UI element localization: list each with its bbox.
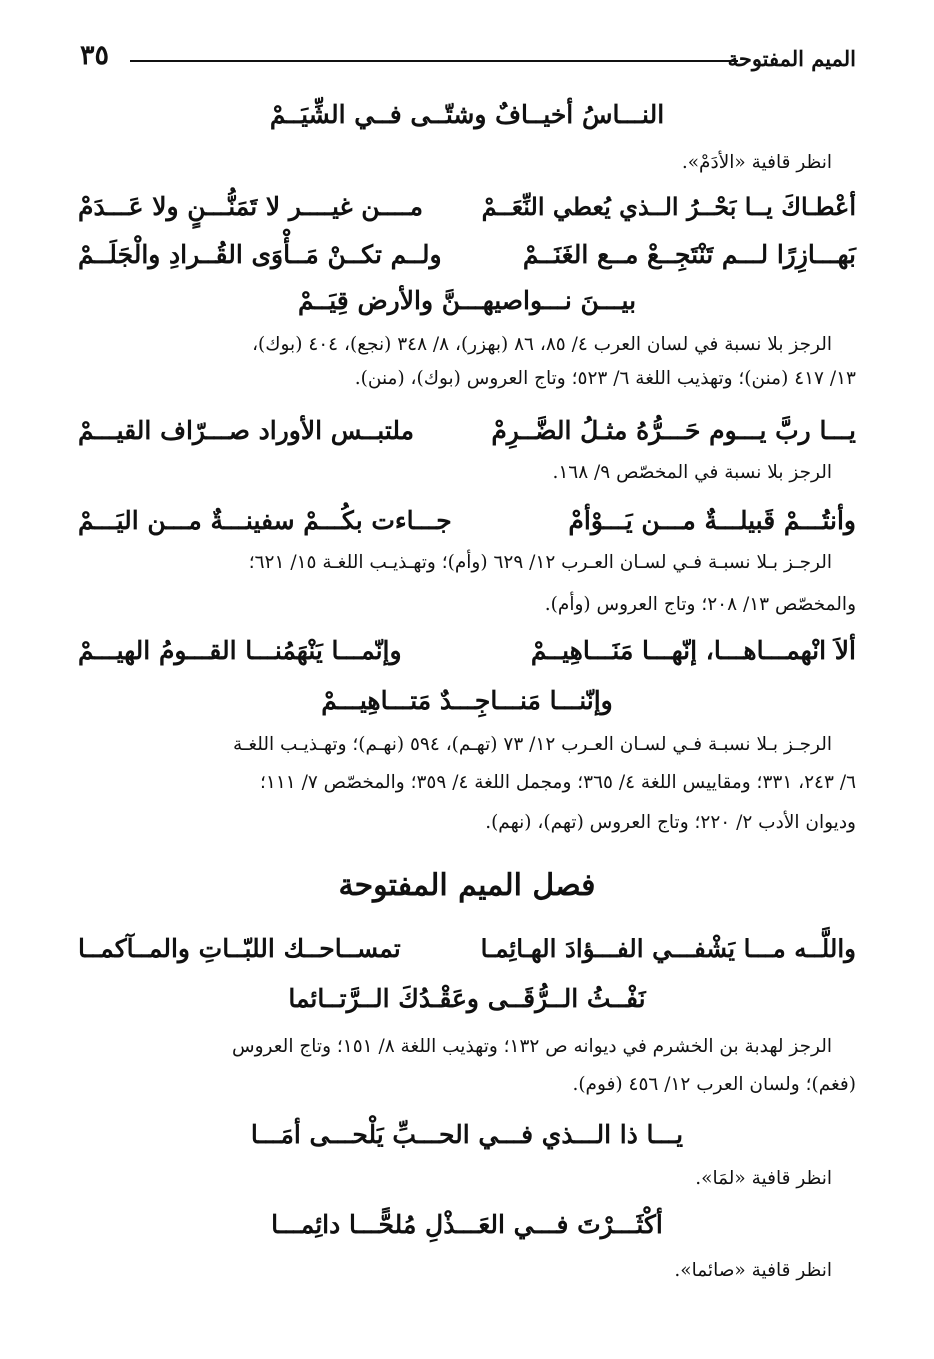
verse-line	[78, 192, 856, 232]
source-note-text: الرجز بلا نسبة في المخصّص ٩/ ١٦٨.	[552, 462, 832, 483]
verse-first-hemistich: واللَّــه مـــا يَشْفـــي الفـــؤادَ الهـائِمـا	[480, 934, 856, 963]
verse-second-hemistich: تمســاحــك اللبّــاتِ والمــآكمــا	[78, 934, 401, 963]
source-note-line	[78, 734, 856, 764]
source-note-text: الرجز لهدبة بن الخشرم في ديوانه ص ١٣٢؛ وتهذيب اللغة ٨/ ١٥١؛ وتاج العروس	[232, 1036, 832, 1057]
verse-line	[78, 240, 856, 280]
verse-second-hemistich: وإنّمـــا يَنْهَمُنـــا القـــومُ الهيـــمْ	[78, 636, 402, 665]
verse-line	[78, 416, 856, 456]
source-note-line	[78, 552, 856, 582]
source-note-text: ٦/ ٢٤٣، ٣٣١؛ ومقاييس اللغة ٤/ ٣٦٥؛ ومجمل اللغة ٤/ ٣٥٩؛ والمخصّص ٧/ ١١١؛	[260, 772, 856, 793]
verse-line-centered	[78, 286, 856, 326]
source-note-line	[78, 334, 856, 364]
running-header	[78, 40, 856, 76]
source-note-text: الرجـز بـلا نسبـة فـي لسـان العـرب ١٢/ ٦٢٩ (وأم)؛ وتهـذيـب اللغـة ١٥/ ٦٢١؛	[248, 552, 832, 573]
verse-line	[78, 934, 856, 974]
source-note-line	[78, 462, 856, 492]
source-note-line	[78, 1036, 856, 1066]
header-rule	[130, 60, 738, 62]
verse-second-hemistich: ملتبــس الأوراد صـــرّاف القيـــمْ	[78, 416, 415, 445]
source-note-line	[78, 812, 856, 842]
verse-text: وإنّنـــا مَنـــاجِـــدٌ مَتـــاهِيـــمْ	[321, 686, 613, 715]
source-note-line	[78, 772, 856, 802]
verse-line-centered	[78, 686, 856, 726]
source-note-line	[78, 1074, 856, 1104]
verse-second-hemistich: مــــن غيــــر لا تَمَنُّـــنٍ ولا عَـــدَمْ	[78, 192, 423, 221]
running-title: الميم المفتوحة	[727, 46, 856, 71]
source-note-line	[78, 368, 856, 398]
verse-text: بيـــنَ نـــواصيهـــنَّ والأرض قِيَــمْ	[297, 286, 637, 315]
verse-line	[78, 636, 856, 676]
source-note-text: (فغم)؛ ولسان العرب ١٢/ ٤٥٦ (فوم).	[572, 1074, 856, 1095]
source-note-text: انظر قافية «لمَا».	[695, 1168, 832, 1189]
verse-line-centered	[78, 100, 856, 140]
source-note-text: الرجز بلا نسبة في لسان العرب ٤/ ٨٥، ٨٦ (بهزر)، ٨/ ٣٤٨ (نجع)، ٤٠٤ (بوك)،	[252, 334, 832, 355]
source-note-line	[78, 152, 856, 182]
verse-first-hemistich: بَهـــازِرًا لـــم تَنْتَجِــعْ مــع الغَنَــمْ	[522, 240, 856, 269]
verse-first-hemistich: وأنتُـــمْ قَبيلـــةٌ مـــن يَـــوْأمْ	[568, 506, 856, 535]
verse-second-hemistich: جـــاءت بكُـــمْ سفينـــةٌ مـــن اليَـــمْ	[78, 506, 452, 535]
source-note-line	[78, 594, 856, 624]
source-note-text: انظر قافية «صائما».	[674, 1260, 832, 1281]
verse-first-hemistich: أعْطـاكَ يــا بَحْــرُ الــذي يُعطي النِّعَــمْ	[481, 192, 856, 221]
source-note-line	[78, 1168, 856, 1198]
verse-line-centered	[78, 984, 856, 1024]
page-number: ٣٥	[80, 40, 110, 71]
verse-second-hemistich: ولــم تكــنْ مَــأْوَى القُــرادِ والْجَلَــمْ	[78, 240, 442, 269]
verse-text: نَفْــثُ الــرُّقَــى وعَقْـدُكَ الــرَّتــائما	[288, 984, 646, 1013]
verse-line	[78, 506, 856, 546]
verse-text: النـــاسُ أخيــافٌ وشتّــى فــي الشِّيَــمْ	[269, 100, 665, 129]
source-note-text: الرجـز بـلا نسبـة فـي لسـان العـرب ١٢/ ٧٣ (تهـم)، ٥٩٤ (نهـم)؛ وتهـذيـب اللغـة	[232, 734, 832, 755]
source-note-text: والمخصّص ١٣/ ٢٠٨؛ وتاج العروس (وأم).	[544, 594, 856, 615]
source-note-text: وديوان الأدب ٢/ ٢٢٠؛ وتاج العروس (تهم)، (نهم).	[485, 812, 856, 833]
verse-text: يـــا ذا الـــذي فـــي الحـــبِّ يَلْحـــى أمَـــا	[250, 1120, 684, 1149]
verse-first-hemistich: يـــا ربَّ يـــوم حَـــرُّهُ مثـلُ الضَّــرِمْ	[491, 416, 856, 445]
verse-line-centered	[78, 1120, 856, 1160]
source-note-line	[78, 1260, 856, 1290]
verse-line-centered	[78, 1210, 856, 1250]
verse-first-hemistich: ألاَ انْهمـــاهـــا، إنّهـــا مَنَـــاهِيــمْ	[530, 636, 856, 665]
source-note-text: انظر قافية «الأدَمْ».	[681, 152, 832, 173]
source-note-text: ١٣/ ٤١٧ (منن)؛ وتهذيب اللغة ٦/ ٥٢٣؛ وتاج العروس (بوك)، (منن).	[354, 368, 856, 389]
section-title: فصل الميم المفتوحة	[338, 868, 596, 903]
verse-text: أكْثَـــرْتَ فـــي العَـــذْلِ مُلحًّـــا دائِمـــا	[271, 1210, 663, 1239]
